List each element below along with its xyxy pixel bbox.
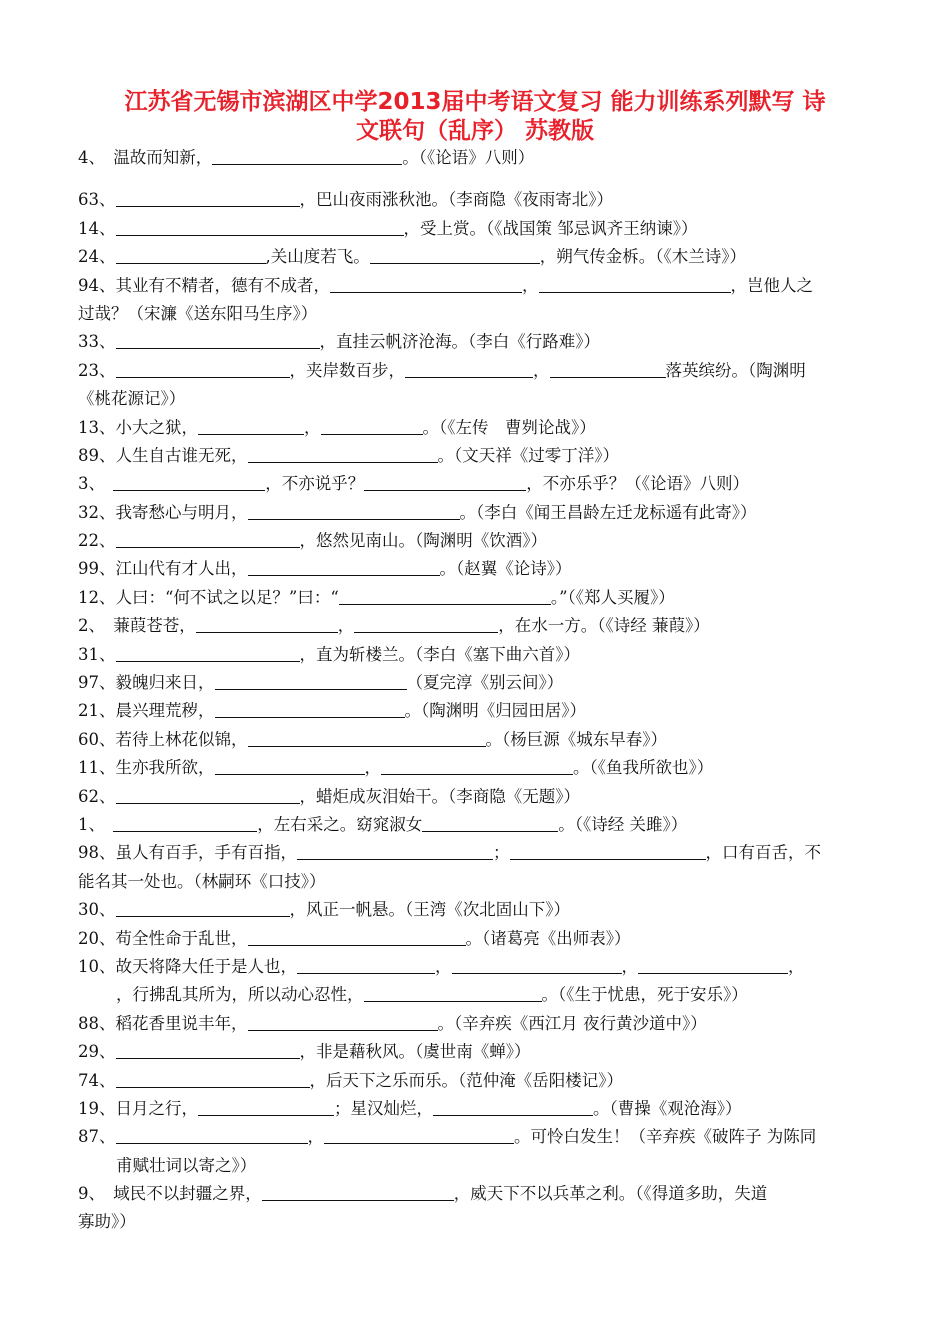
answer-blank[interactable] [113, 813, 257, 832]
item-9: 9、 域民不以封疆之界， ，威天下不以兵革之利。（《得道多助，失道 [78, 1184, 768, 1204]
answer-blank[interactable] [510, 841, 706, 860]
item-2: 2、 蒹葭苍苍， ， ，在水一方。（《诗经 蒹葭》） [78, 616, 710, 636]
answer-blank[interactable] [116, 217, 404, 236]
item-87: 87、 ， 。可怜白发生！（辛弃疾《破阵子 为陈同 [78, 1127, 817, 1147]
answer-blank[interactable] [339, 586, 551, 605]
item-23: 23、 ，夹岸数百步， ， 落英缤纷。（陶渊明 [78, 360, 806, 380]
answer-blank[interactable] [215, 756, 365, 775]
item-11: 11、生亦我所欲， ， 。（《鱼我所欲也》） [78, 758, 714, 778]
answer-blank[interactable] [364, 472, 526, 491]
answer-blank[interactable] [212, 146, 402, 165]
item-1: 1、 ，左右采之。窈窕淑女 。（《诗经 关雎》） [78, 814, 688, 834]
answer-blank[interactable] [215, 699, 405, 718]
answer-blank[interactable] [116, 359, 290, 378]
item-89: 89、人生自古谁无死， 。（文天祥《过零丁洋》） [78, 445, 619, 465]
item-12: 12、人曰：“何不试之以足？”曰：“ 。”（《郑人买履》） [78, 587, 675, 607]
item-99: 99、江山代有才人出， 。（赵翼《论诗》） [78, 559, 572, 579]
answer-blank[interactable] [330, 274, 522, 293]
answer-blank[interactable] [452, 955, 622, 974]
item-4: 4、 温故而知新， 。（《论语》八则） [78, 148, 535, 167]
item-63: 63、 ，巴山夜雨涨秋池。（李商隐《夜雨寄北》） [78, 190, 613, 210]
item-98: 98、虽人有百手，手有百指， ； ，口有百舌，不 [78, 843, 821, 863]
answer-blank[interactable] [198, 1097, 334, 1116]
answer-blank[interactable] [248, 728, 486, 747]
item-10: 10、故天将降大任于是人也， ， ， ， [78, 956, 805, 976]
answer-blank[interactable] [198, 416, 304, 435]
answer-blank[interactable] [215, 671, 407, 690]
answer-blank[interactable] [248, 444, 438, 463]
item-3: 3、 ，不亦说乎？ ，不亦乐乎？（《论语》八则） [78, 474, 749, 494]
item-74: 74、 ，后天下之乐而乐。（范仲淹《岳阳楼记》） [78, 1070, 623, 1090]
item-29: 29、 ，非是藉秋风。（虞世南《蝉》） [78, 1042, 531, 1062]
item-32: 32、我寄愁心与明月， 。（李白《闻王昌龄左迁龙标遥有此寄》） [78, 502, 757, 522]
answer-blank[interactable] [113, 472, 265, 491]
answer-blank[interactable] [116, 898, 290, 917]
answer-blank[interactable] [116, 1040, 300, 1059]
item-87-cont: 甫赋壮词以寄之》） [116, 1155, 257, 1175]
item-24: 24、 ,关山度若飞。 ，朔气传金柝。（《木兰诗》） [78, 247, 746, 267]
item-94: 94、其业有不精者，德有不成者， ， ，岂他人之 [78, 275, 813, 295]
answer-blank[interactable] [638, 955, 788, 974]
answer-blank[interactable] [116, 245, 266, 264]
item-14: 14、 ，受上赏。（《战国策 邹忌讽齐王纳谏》） [78, 218, 698, 238]
item-97: 97、毅魄归来日， （夏完淳《别云间》） [78, 673, 564, 693]
item-21: 21、晨兴理荒秽， 。（陶渊明《归园田居》） [78, 701, 586, 721]
exercise-list [78, 144, 878, 1237]
answer-blank[interactable] [381, 756, 573, 775]
answer-blank[interactable] [116, 1125, 308, 1144]
answer-blank[interactable] [116, 643, 300, 662]
item-30: 30、 ，风正一帆悬。（王湾《次北固山下》） [78, 900, 570, 920]
title-line-1: 江苏省无锡市滨湖区中学2013届中考语文复习 能力训练系列默写 诗 [124, 89, 826, 115]
answer-blank[interactable] [248, 1012, 438, 1031]
document-title [60, 88, 890, 146]
item-98-cont: 能名其一处也。（林嗣环《口技》） [78, 871, 326, 891]
item-9-cont: 寡助》） [78, 1212, 136, 1232]
answer-blank[interactable] [116, 188, 300, 207]
answer-blank[interactable] [370, 245, 540, 264]
answer-blank[interactable] [248, 501, 460, 520]
item-23-cont: 《桃花源记》） [78, 389, 186, 409]
answer-blank[interactable] [539, 274, 731, 293]
item-62: 62、 ，蜡炬成灰泪始干。（李商隐《无题》） [78, 786, 580, 806]
title-line-2: 文联句（乱序） 苏教版 [355, 118, 594, 144]
answer-blank[interactable] [297, 841, 493, 860]
answer-blank[interactable] [116, 1069, 310, 1088]
answer-blank[interactable] [354, 614, 498, 633]
answer-blank[interactable] [550, 359, 666, 378]
item-20: 20、苟全性命于乱世， 。（诸葛亮《出师表》） [78, 928, 631, 948]
item-94-cont: 过哉？（宋濂《送东阳马生序》） [78, 303, 318, 323]
answer-blank[interactable] [116, 330, 320, 349]
answer-blank[interactable] [324, 1125, 514, 1144]
answer-blank[interactable] [321, 416, 423, 435]
answer-blank[interactable] [297, 955, 435, 974]
answer-blank[interactable] [405, 359, 533, 378]
item-19: 19、日月之行， ；星汉灿烂， 。（曹操《观沧海》） [78, 1098, 742, 1118]
answer-blank[interactable] [116, 785, 300, 804]
item-13: 13、小大之狱， ， 。（《左传 曹刿论战》） [78, 417, 596, 437]
item-60: 60、若待上林花似锦， 。（杨巨源《城东早春》） [78, 729, 667, 749]
answer-blank[interactable] [262, 1182, 454, 1201]
answer-blank[interactable] [248, 557, 440, 576]
answer-blank[interactable] [364, 983, 542, 1002]
item-88: 88、稻花香里说丰年， 。（辛弃疾《西江月 夜行黄沙道中》） [78, 1013, 707, 1033]
answer-blank[interactable] [196, 614, 338, 633]
item-22: 22、 ，悠然见南山。（陶渊明《饮酒》） [78, 531, 547, 551]
item-33: 33、 ，直挂云帆济沧海。（李白《行路难》） [78, 332, 600, 352]
item-10-cont: ，行拂乱其所为，所以动心忍性， 。（《生于忧患，死于安乐》） [116, 985, 748, 1005]
answer-blank[interactable] [116, 529, 300, 548]
item-31: 31、 ，直为斩楼兰。（李白《塞下曲六首》） [78, 644, 580, 664]
answer-blank[interactable] [433, 1097, 593, 1116]
answer-blank[interactable] [422, 813, 558, 832]
answer-blank[interactable] [248, 927, 466, 946]
